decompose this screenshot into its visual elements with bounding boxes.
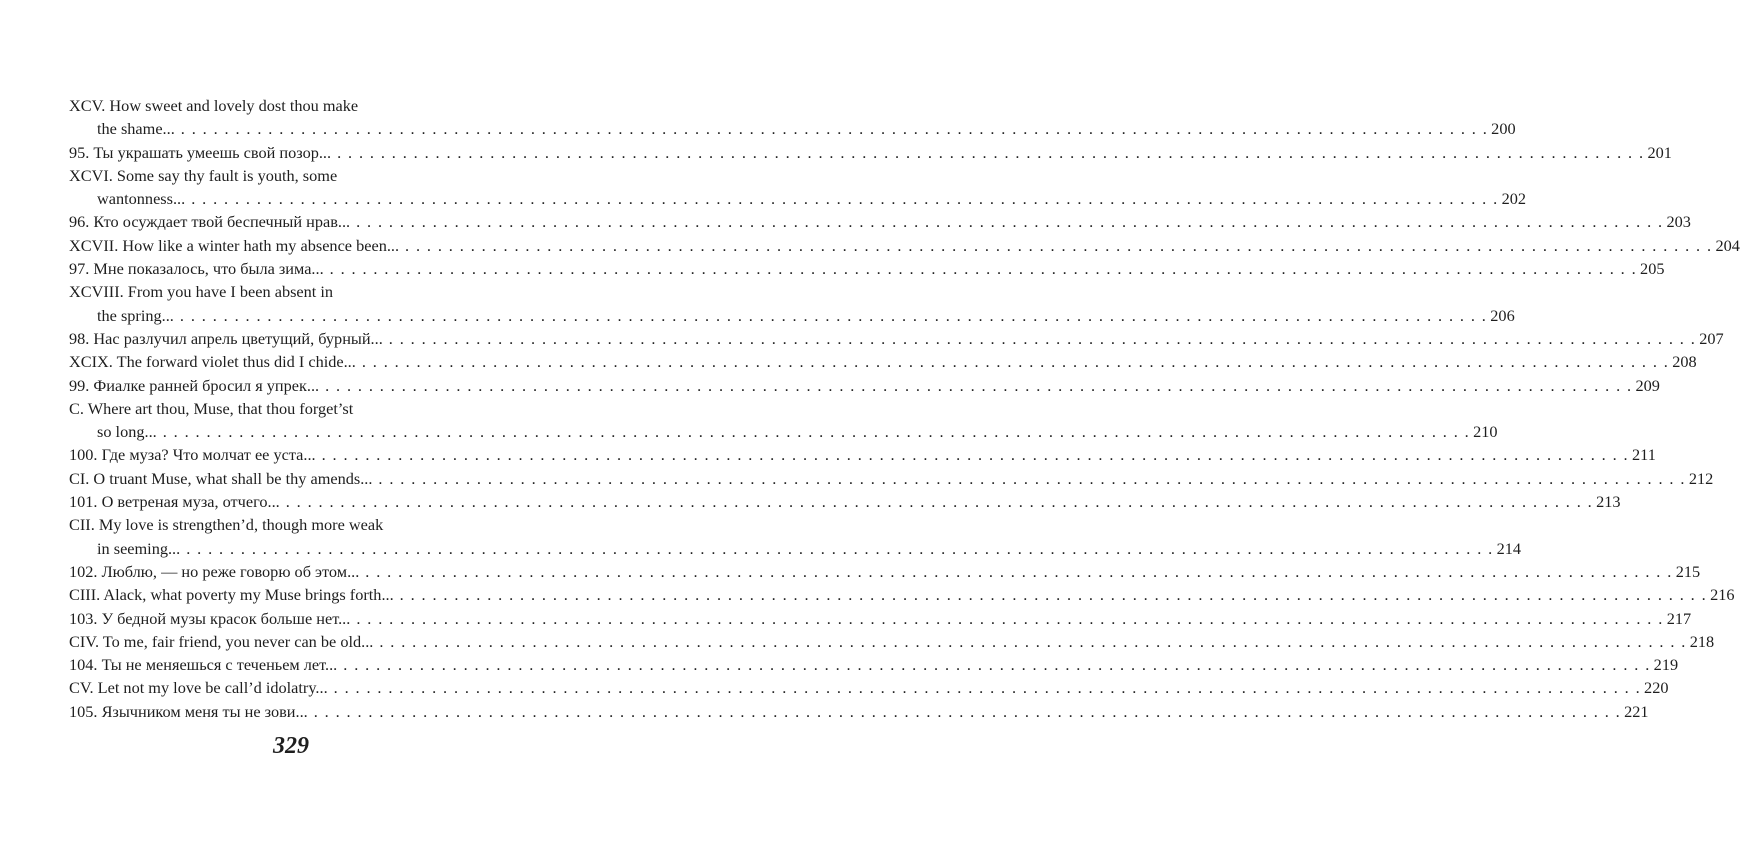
dot-leader: . . . . . . . . . . . . . . . . . . . . . . . . . . . . . . . . . . . . . . . . . . . . . . . . . . . . . . . . . . . . . . . . . . . . . . . . . . . . . . . . . . . . . . . . . . . . . . . . . . . . . . . . . . . . . . . . . . . . . . . . bbox=[365, 561, 1673, 581]
toc-entry bbox=[69, 676, 1669, 699]
toc-entry-title: wantonness... bbox=[97, 189, 186, 209]
toc-entry-line bbox=[69, 141, 1672, 164]
dot-leader: . . . . . . . . . . . . . . . . . . . . . . . . . . . . . . . . . . . . . . . . . . . . . . . . . . . . . . . . . . . . . . . . . . . . . . . . . . . . . . . . . . . . . . . . . . . . . . . . . . . . . . . . . . . . . . . . . . . . . . . . bbox=[405, 235, 1713, 255]
toc-entry-page: 219 bbox=[1653, 655, 1679, 675]
toc-entry bbox=[69, 257, 1665, 280]
dot-leader: . . . . . . . . . . . . . . . . . . . . . . . . . . . . . . . . . . . . . . . . . . . . . . . . . . . . . . . . . . . . . . . . . . . . . . . . . . . . . . . . . . . . . . . . . . . . . . . . . . . . . . . . . . . . . . . . . . . . . . . . bbox=[399, 585, 1708, 605]
toc-entry-title: 103. У бедной музы красок больше нет... bbox=[69, 608, 351, 628]
toc-entry-page: 200 bbox=[1491, 119, 1516, 139]
toc-entry-title: 102. Люблю, — но реже говорю об этом... bbox=[69, 561, 360, 581]
table-of-contents bbox=[69, 94, 1740, 723]
dot-leader: . . . . . . . . . . . . . . . . . . . . . . . . . . . . . . . . . . . . . . . . . . . . . . . . . . . . . . . . . . . . . . . . . . . . . . . . . . . . . . . . . . . . . . . . . . . . . . . . . . . . . . . . . . . . . . . . . . . . . . . . bbox=[356, 608, 1664, 628]
toc-entry-title: 95. Ты украшать умеешь свой позор... bbox=[69, 142, 332, 162]
toc-entry-page: 205 bbox=[1640, 259, 1665, 279]
toc-entry-title: 99. Фиалке ранней бросил я упрек... bbox=[69, 375, 320, 395]
toc-entry bbox=[69, 210, 1691, 233]
page-number: 329 bbox=[273, 733, 309, 759]
toc-entry-title: 100. Где муза? Что молчат ее уста... bbox=[69, 445, 316, 465]
toc-entry-title: 104. Ты не меняешься с теченьем лет... bbox=[69, 655, 338, 675]
toc-entry-page: 212 bbox=[1688, 468, 1714, 488]
toc-entry bbox=[69, 443, 1656, 466]
toc-entry-line bbox=[69, 583, 1735, 606]
toc-entry-continuation bbox=[69, 187, 1527, 210]
dot-leader: . . . . . . . . . . . . . . . . . . . . . . . . . . . . . . . . . . . . . . . . . . . . . . . . . . . . . . . . . . . . . . . . . . . . . . . . . . . . . . . . . . . . . . . . . . . . . . . . . . . . . . . . . . . . . . . . . . . . . . . . bbox=[180, 119, 1489, 139]
toc-entry-title: CII. My love is strengthen’d, though more weak bbox=[69, 515, 384, 535]
toc-entry-title: 98. Нас разлучил апрель цветущий, бурный... bbox=[69, 328, 383, 348]
dot-leader: . . . . . . . . . . . . . . . . . . . . . . . . . . . . . . . . . . . . . . . . . . . . . . . . . . . . . . . . . . . . . . . . . . . . . . . . . . . . . . . . . . . . . . . . . . . . . . . . . . . . . . . . . . . . . . . . . . . . . . . . bbox=[333, 678, 1642, 698]
toc-entry-title: XCIX. The forward violet thus did I chide... bbox=[69, 352, 356, 372]
toc-entry bbox=[69, 141, 1672, 164]
dot-leader: . . . . . . . . . . . . . . . . . . . . . . . . . . . . . . . . . . . . . . . . . . . . . . . . . . . . . . . . . . . . . . . . . . . . . . . . . . . . . . . . . . . . . . . . . . . . . . . . . . . . . . . . . . . . . . . . . . . . . . . . bbox=[321, 445, 1630, 465]
toc-entry-line bbox=[69, 280, 521, 303]
toc-entry bbox=[69, 513, 1522, 560]
toc-entry-line bbox=[69, 234, 1740, 257]
toc-entry-page: 221 bbox=[1624, 701, 1649, 721]
toc-entry-line bbox=[69, 374, 1660, 397]
dot-leader: . . . . . . . . . . . . . . . . . . . . . . . . . . . . . . . . . . . . . . . . . . . . . . . . . . . . . . . . . . . . . . . . . . . . . . . . . . . . . . . . . . . . . . . . . . . . . . . . . . . . . . . . . . . . . . . . . . . . . . . . bbox=[285, 492, 1594, 512]
toc-entry bbox=[69, 467, 1714, 490]
toc-entry bbox=[69, 94, 1516, 141]
toc-entry-page: 215 bbox=[1675, 561, 1701, 581]
toc-entry-continuation bbox=[69, 304, 1515, 327]
toc-entry-title: 97. Мне показалось, что была зима... bbox=[69, 259, 324, 279]
toc-entry bbox=[69, 234, 1740, 257]
toc-entry-title: 101. О ветреная муза, отчего... bbox=[69, 492, 280, 512]
toc-entry-page: 204 bbox=[1715, 235, 1740, 255]
dot-leader: . . . . . . . . . . . . . . . . . . . . . . . . . . . . . . . . . . . . . . . . . . . . . . . . . . . . . . . . . . . . . . . . . . . . . . . . . . . . . . . . . . . . . . . . . . . . . . . . . . . . . . . . . . . . . . . . . . . . . . . . bbox=[343, 655, 1651, 675]
toc-entry-page: 202 bbox=[1501, 189, 1527, 209]
toc-entry bbox=[69, 397, 1498, 444]
toc-entry-line bbox=[69, 630, 1715, 653]
toc-entry bbox=[69, 327, 1724, 350]
toc-entry-line bbox=[69, 676, 1669, 699]
toc-entry bbox=[69, 583, 1735, 606]
toc-entry-title: C. Where art thou, Muse, that thou forget’st bbox=[69, 398, 354, 418]
toc-entry-page: 216 bbox=[1710, 585, 1735, 605]
toc-entry-page: 208 bbox=[1672, 352, 1697, 372]
dot-leader: . . . . . . . . . . . . . . . . . . . . . . . . . . . . . . . . . . . . . . . . . . . . . . . . . . . . . . . . . . . . . . . . . . . . . . . . . . . . . . . . . . . . . . . . . . . . . . . . . . . . . . . . . . . . . . . . . . . . . . . . bbox=[379, 631, 1687, 651]
toc-entry bbox=[69, 350, 1697, 373]
toc-entry bbox=[69, 653, 1679, 676]
dot-leader: . . . . . . . . . . . . . . . . . . . . . . . . . . . . . . . . . . . . . . . . . . . . . . . . . . . . . . . . . . . . . . . . . . . . . . . . . . . . . . . . . . . . . . . . . . . . . . . . . . . . . . . . . . . . . . . . . . . . . . . . bbox=[337, 142, 1645, 162]
toc-entry-page: 206 bbox=[1490, 305, 1515, 325]
toc-entry-line bbox=[69, 397, 521, 420]
toc-entry-line bbox=[69, 653, 1679, 676]
toc-entry-line bbox=[69, 467, 1714, 490]
toc-entry-line bbox=[69, 490, 1621, 513]
toc-entry bbox=[69, 374, 1660, 397]
toc-entry-line bbox=[69, 350, 1697, 373]
toc-entry-title: 105. Язычником меня ты не зови... bbox=[69, 701, 308, 721]
toc-entry-title: XCVII. How like a winter hath my absence been... bbox=[69, 235, 400, 255]
toc-entry-title: the shame... bbox=[97, 119, 175, 139]
toc-entry bbox=[69, 164, 1527, 211]
toc-entry-line bbox=[69, 327, 1724, 350]
toc-entry-page: 209 bbox=[1635, 375, 1660, 395]
toc-entry-line bbox=[69, 560, 1701, 583]
toc-entry bbox=[69, 490, 1621, 513]
toc-entry bbox=[69, 630, 1715, 653]
toc-entry-page: 213 bbox=[1596, 492, 1621, 512]
toc-entry-title: CI. O truant Muse, what shall be thy amends... bbox=[69, 468, 373, 488]
toc-entry-page: 210 bbox=[1473, 422, 1498, 442]
toc-entry-page: 220 bbox=[1644, 678, 1669, 698]
toc-entry bbox=[69, 280, 1515, 327]
dot-leader: . . . . . . . . . . . . . . . . . . . . . . . . . . . . . . . . . . . . . . . . . . . . . . . . . . . . . . . . . . . . . . . . . . . . . . . . . . . . . . . . . . . . . . . . . . . . . . . . . . . . . . . . . . . . . . . . . . . . . . . . bbox=[162, 422, 1471, 442]
toc-entry-continuation bbox=[69, 420, 1498, 443]
dot-leader: . . . . . . . . . . . . . . . . . . . . . . . . . . . . . . . . . . . . . . . . . . . . . . . . . . . . . . . . . . . . . . . . . . . . . . . . . . . . . . . . . . . . . . . . . . . . . . . . . . . . . . . . . . . . . . . . . . . . . . . . bbox=[179, 305, 1488, 325]
toc-entry-line bbox=[69, 94, 521, 117]
toc-entry-title: CIII. Alack, what poverty my Muse brings forth... bbox=[69, 585, 394, 605]
toc-entry-page: 207 bbox=[1699, 328, 1724, 348]
dot-leader: . . . . . . . . . . . . . . . . . . . . . . . . . . . . . . . . . . . . . . . . . . . . . . . . . . . . . . . . . . . . . . . . . . . . . . . . . . . . . . . . . . . . . . . . . . . . . . . . . . . . . . . . . . . . . . . . . . . . . . . . bbox=[191, 189, 1499, 209]
toc-entry-line bbox=[69, 607, 1692, 630]
toc-entry-title: XCVIII. From you have I been absent in bbox=[69, 282, 334, 302]
dot-leader: . . . . . . . . . . . . . . . . . . . . . . . . . . . . . . . . . . . . . . . . . . . . . . . . . . . . . . . . . . . . . . . . . . . . . . . . . . . . . . . . . . . . . . . . . . . . . . . . . . . . . . . . . . . . . . . . . . . . . . . . bbox=[361, 352, 1670, 372]
toc-entry-title: 96. Кто осуждает твой беспечный нрав... bbox=[69, 212, 351, 232]
dot-leader: . . . . . . . . . . . . . . . . . . . . . . . . . . . . . . . . . . . . . . . . . . . . . . . . . . . . . . . . . . . . . . . . . . . . . . . . . . . . . . . . . . . . . . . . . . . . . . . . . . . . . . . . . . . . . . . . . . . . . . . . bbox=[356, 212, 1664, 232]
toc-entry-page: 211 bbox=[1632, 445, 1656, 465]
dot-leader: . . . . . . . . . . . . . . . . . . . . . . . . . . . . . . . . . . . . . . . . . . . . . . . . . . . . . . . . . . . . . . . . . . . . . . . . . . . . . . . . . . . . . . . . . . . . . . . . . . . . . . . . . . . . . . . . . . . . . . . . bbox=[186, 538, 1494, 558]
toc-entry-line bbox=[69, 164, 521, 187]
toc-entry-line bbox=[69, 443, 1656, 466]
toc-entry-title: in seeming... bbox=[97, 538, 181, 558]
dot-leader: . . . . . . . . . . . . . . . . . . . . . . . . . . . . . . . . . . . . . . . . . . . . . . . . . . . . . . . . . . . . . . . . . . . . . . . . . . . . . . . . . . . . . . . . . . . . . . . . . . . . . . . . . . . . . . . . . . . . . . . . bbox=[378, 468, 1686, 488]
toc-entry-page: 203 bbox=[1666, 212, 1691, 232]
toc-entry-page: 217 bbox=[1666, 608, 1692, 628]
toc-entry-page: 218 bbox=[1689, 631, 1715, 651]
toc-entry-title: the spring... bbox=[97, 305, 174, 325]
toc-entry bbox=[69, 560, 1701, 583]
toc-entry-page: 214 bbox=[1496, 538, 1522, 558]
toc-entry-title: CIV. To me, fair friend, you never can be old... bbox=[69, 631, 374, 651]
toc-entry-page: 201 bbox=[1647, 142, 1672, 162]
toc-entry-title: XCVI. Some say thy fault is youth, some bbox=[69, 165, 338, 185]
dot-leader: . . . . . . . . . . . . . . . . . . . . . . . . . . . . . . . . . . . . . . . . . . . . . . . . . . . . . . . . . . . . . . . . . . . . . . . . . . . . . . . . . . . . . . . . . . . . . . . . . . . . . . . . . . . . . . . . . . . . . . . . bbox=[325, 375, 1633, 395]
toc-entry bbox=[69, 700, 1649, 723]
dot-leader: . . . . . . . . . . . . . . . . . . . . . . . . . . . . . . . . . . . . . . . . . . . . . . . . . . . . . . . . . . . . . . . . . . . . . . . . . . . . . . . . . . . . . . . . . . . . . . . . . . . . . . . . . . . . . . . . . . . . . . . . bbox=[388, 328, 1697, 348]
toc-entry-title: XCV. How sweet and lovely dost thou make bbox=[69, 96, 359, 115]
toc-entry-line bbox=[69, 700, 1649, 723]
toc-entry-continuation bbox=[69, 537, 1522, 560]
toc-entry-line bbox=[69, 257, 1665, 280]
toc-entry bbox=[69, 607, 1692, 630]
toc-entry-line bbox=[69, 513, 521, 536]
toc-entry-line bbox=[69, 210, 1691, 233]
toc-entry-title: CV. Let not my love be call’d idolatry... bbox=[69, 678, 328, 698]
toc-entry-title: so long... bbox=[97, 422, 157, 442]
dot-leader: . . . . . . . . . . . . . . . . . . . . . . . . . . . . . . . . . . . . . . . . . . . . . . . . . . . . . . . . . . . . . . . . . . . . . . . . . . . . . . . . . . . . . . . . . . . . . . . . . . . . . . . . . . . . . . . . . . . . . . . . bbox=[313, 701, 1622, 721]
dot-leader: . . . . . . . . . . . . . . . . . . . . . . . . . . . . . . . . . . . . . . . . . . . . . . . . . . . . . . . . . . . . . . . . . . . . . . . . . . . . . . . . . . . . . . . . . . . . . . . . . . . . . . . . . . . . . . . . . . . . . . . . bbox=[329, 259, 1638, 279]
toc-entry-continuation bbox=[69, 117, 1516, 140]
